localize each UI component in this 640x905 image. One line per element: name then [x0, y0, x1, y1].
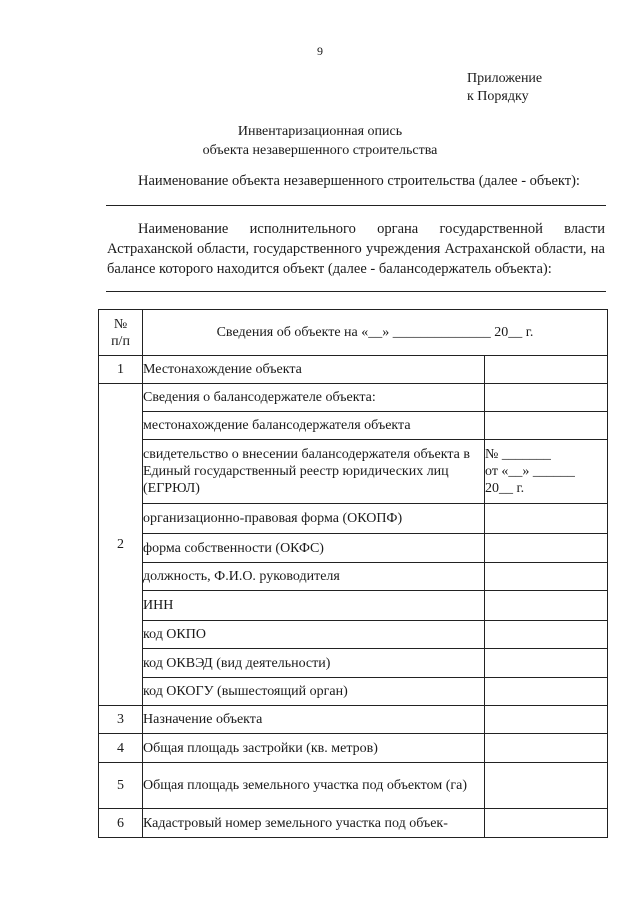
table-row [99, 678, 608, 706]
row-description: Общая площадь застройки (кв. метров) [143, 734, 485, 763]
table-row [99, 734, 608, 763]
row-number: 5 [99, 763, 143, 809]
row-value [485, 534, 608, 563]
row-description: Местонахождение объекта [143, 356, 485, 384]
row-number: 6 [99, 809, 143, 838]
row-value [485, 563, 608, 591]
row-description: код ОКВЭД (вид деятельности) [143, 649, 485, 678]
row-number: 3 [99, 706, 143, 734]
title-line-1: Инвентаризационная опись [237, 124, 403, 139]
holder-name-line [106, 291, 606, 292]
row-value [485, 706, 608, 734]
table-header-row [99, 310, 608, 356]
row-description: Назначение объекта [143, 706, 485, 734]
object-name-line [106, 205, 606, 206]
table-row [99, 563, 608, 591]
header-description: Сведения об объекте на «__» ______________ 20__ г. [143, 310, 608, 356]
row-description: Сведения о балансодержателе объекта: [143, 384, 485, 412]
row-value [485, 504, 608, 534]
row-description: ИНН [143, 591, 485, 621]
row-description: должность, Ф.И.О. руководителя [143, 563, 485, 591]
row-value [485, 763, 608, 809]
page-number: 9 [317, 44, 323, 58]
row-value [485, 356, 608, 384]
holder-paragraph: Наименование исполнительного органа государственной власти Астраханской области, государственного учреждения Астраханской области, на балансе которого находится объект (далее - балансодержатель объекта): [107, 221, 605, 277]
row-number: 2 [99, 384, 143, 706]
appendix-note [467, 70, 542, 106]
row-value [485, 591, 608, 621]
table-row [99, 809, 608, 838]
row-value [485, 621, 608, 649]
table-row [99, 621, 608, 649]
row-value [485, 384, 608, 412]
header-number: № п/п [99, 310, 143, 356]
row-value [485, 412, 608, 440]
table-row [99, 649, 608, 678]
table-row [99, 534, 608, 563]
appendix-line-1: Приложение [467, 71, 543, 86]
table-row [99, 440, 608, 504]
row-value [485, 678, 608, 706]
row-description: организационно-правовая форма (ОКОПФ) [143, 504, 485, 534]
row-value [485, 649, 608, 678]
table-row [99, 384, 608, 412]
table-row [99, 763, 608, 809]
row-number: 4 [99, 734, 143, 763]
row-value [485, 734, 608, 763]
row-description: Кадастровый номер земельного участка под объек- [143, 809, 485, 838]
table-row [99, 591, 608, 621]
row-value [485, 809, 608, 838]
table-row [99, 504, 608, 534]
title-line-2: объекта незавершенного строительства [202, 143, 438, 158]
row-description: код ОКПО [143, 621, 485, 649]
inventory-table [98, 309, 608, 838]
row-description: код ОКОГУ (вышестоящий орган) [143, 678, 485, 706]
row-description: Общая площадь земельного участка под объектом (га) [143, 763, 485, 809]
table-row [99, 412, 608, 440]
row-description: форма собственности (ОКФС) [143, 534, 485, 563]
row-description: местонахождение балансодержателя объекта [143, 412, 485, 440]
object-name-label: Наименование объекта незавершенного строительства (далее - объект): [138, 173, 580, 189]
row-number: 1 [99, 356, 143, 384]
table-row [99, 356, 608, 384]
row-description: свидетельство о внесении балансодержателя объекта в Единый государственный реестр юридических лиц (ЕГРЮЛ) [143, 440, 485, 504]
registration-value: № _______ от «__» ______ 20__ г. [485, 440, 608, 504]
appendix-line-2: к Порядку [467, 89, 529, 104]
document-title [0, 122, 640, 160]
table-row [99, 706, 608, 734]
